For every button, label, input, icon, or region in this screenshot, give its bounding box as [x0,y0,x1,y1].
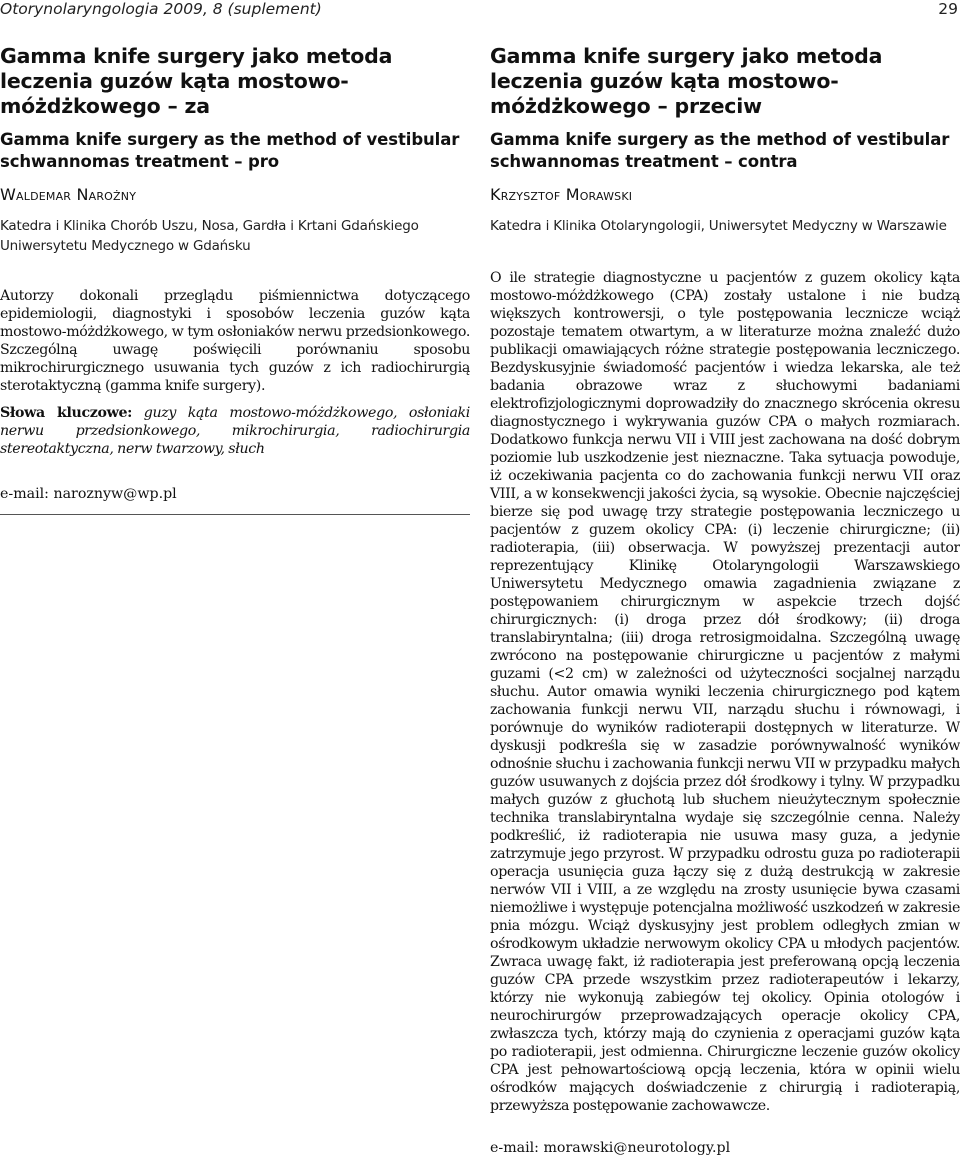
keywords-text: guzy kąta mostowo-móżdżkowego, osłoniaki nerwu przedsionkowego, mikrochirurgia, radiochirurgia stereotaktyczna, nerw twarzowy, słuch [0,405,470,457]
left-section-divider [0,514,470,515]
left-title-polish: Gamma knife surgery jako metoda leczenia guzów kąta mostowo-móżdżkowego – za [0,44,393,118]
keywords-label: Słowa kluczowe: [0,405,133,421]
left-column [0,44,470,515]
left-abstract: Autorzy dokonali przeglądu piśmiennictwa dotyczącego epidemiologii, diagnostyki i sposobów leczenia guzów kąta mostowo-móżdżkowego, w tym osłoniaków nerwu przedsionkowego. Szczególną uwagę poświęcili porównaniu sposobu mikrochirurgicznego usuwania tych guzów z ich radiochirurgią sterotaktyczną (gamma knife surgery). [0,288,470,394]
journal-header: Otorynolaryngologia 2009, 8 (suplement) [0,0,322,18]
right-column [490,44,960,1115]
left-affiliation: Katedra i Klinika Chorób Uszu, Nosa, Gardła i Krtani Gdańskiego Uniwersytetu Medycznego w Gdańsku [0,218,419,254]
left-author: Waldemar Narożny [0,185,137,204]
page-number: 29 [938,0,958,18]
left-title-english: Gamma knife surgery as the method of vestibular schwannomas treatment – pro [0,130,460,171]
right-author: Krzysztof Morawski [490,185,633,204]
left-keywords [0,404,470,458]
left-email: e-mail: naroznyw@wp.pl [0,486,177,502]
right-email: e-mail: morawski@neurotology.pl [490,1140,731,1156]
right-body-text: O ile strategie diagnostyczne u pacjentów z guzem okolicy kąta mostowo-móżdżkowego (CPA) zostały ustalone i nie budzą większych kontrowersji, o tyle postępowania lecznicze wciąż pozostaje tematem otwartym, a w literaturze można znaleźć dużo publikacji omawiających różne strategie postępowania leczniczego. Bezdyskusyjnie świadomość pacjentów i wiedza lekarska, ale też badania obrazowe wraz z słuchowymi badaniami elektrofizjologicznymi doprowadziły do znacznego skrócenia okresu diagnostycznego i wykrywania guzów CPA o małych rozmiarach. Dodatkowo funkcja nerwu VII i VIII jest zachowana na dość dobrym poziomie lub uszkodzenie jest nieznaczne. Taka sytuacja powoduje, iż oczekiwania pacjenta co do zachowania funkcji nerwu VII oraz VIII, a w konsekwencji jakości życia, są wysokie. Obecnie najczęściej bierze się pod uwagę trzy strategie postępowania leczniczego u pacjentów z guzem okolicy CPA: (i) leczenie chirurgiczne; (ii) radioterapia, (iii) obserwacja. W powyższej prezentacji autor reprezentujący Klinikę Otolaryngologii Warszawskiego Uniwersytetu Medycznego omawia zagadnienia związane z postępowaniem chirurgicznym w aspekcie trzech dojść chirurgicznych: (i) droga przez dół środkowy; (ii) droga translabiryntalna; (iii) droga retrosigmoidalna. Szczególną uwagę zwrócono na postępowanie chirurgiczne u pacjentów z małymi guzami (<2 cm) w zależności od użyteczności socjalnej narządu słuchu. Autor omawia wyniki leczenia chirurgicznego pod kątem zachowania funkcji nerwu VII, narządu słuchu i równowagi, i porównuje do wyników radioterapii dostępnych w literaturze. W dyskusji podkreśla się w zasadzie porównywalność wyników odnośnie słuchu i zachowania funkcji nerwu VII w przypadku małych guzów usuwanych z dojścia przez dół środkowy i tylny. W przypadku małych guzów z głuchotą lub słuchem nieużytecznym społecznie technika translabiryntalna wydaje się szczególnie cenna. Należy podkreślić, iż radioterapia nie usuwa masy guza, a jedynie zatrzymuje jego przyrost. W przypadku odrostu guza po radioterapii operacja usunięcia guza łączy się z dużą destrukcją w zakresie nerwów VII i VIII, a ze względu na zrosty usunięcie bywa czasami niemożliwe i występuje potencjalna możliwość uszkodzeń w zakresie pnia mózgu. Wciąż dyskusyjny jest problem odległych zmian w ośrodkowym układzie nerwowym okolicy CPA u młodych pacjentów. Zwraca uwagę fakt, iż radioterapia jest preferowaną opcją leczenia guzów CPA przede wszystkim przez radioterapeutów i lekarzy, którzy nie wykonują zabiegów tej okolicy. Opinia otologów i neurochirurgów przeprowadzających operacje okolicy CPA, zwłaszcza tych, którzy mają do czynienia z operacjami guzów kąta po radioterapii, jest odmienna. Chirurgiczne leczenie guzów okolicy CPA jest pełnowartościową opcją leczenia, która w opinii wielu ośrodków mających doświadczenie z chirurgią i radioterapią, przewyższa postępowanie zachowawcze. [490,270,960,1114]
right-affiliation: Katedra i Klinika Otolaryngologii, Uniwersytet Medyczny w Warszawie [490,218,947,234]
right-title-polish: Gamma knife surgery jako metoda leczenia guzów kąta mostowo-móżdżkowego – przeciw [490,44,883,118]
right-title-english: Gamma knife surgery as the method of vestibular schwannomas treatment – contra [490,130,950,171]
